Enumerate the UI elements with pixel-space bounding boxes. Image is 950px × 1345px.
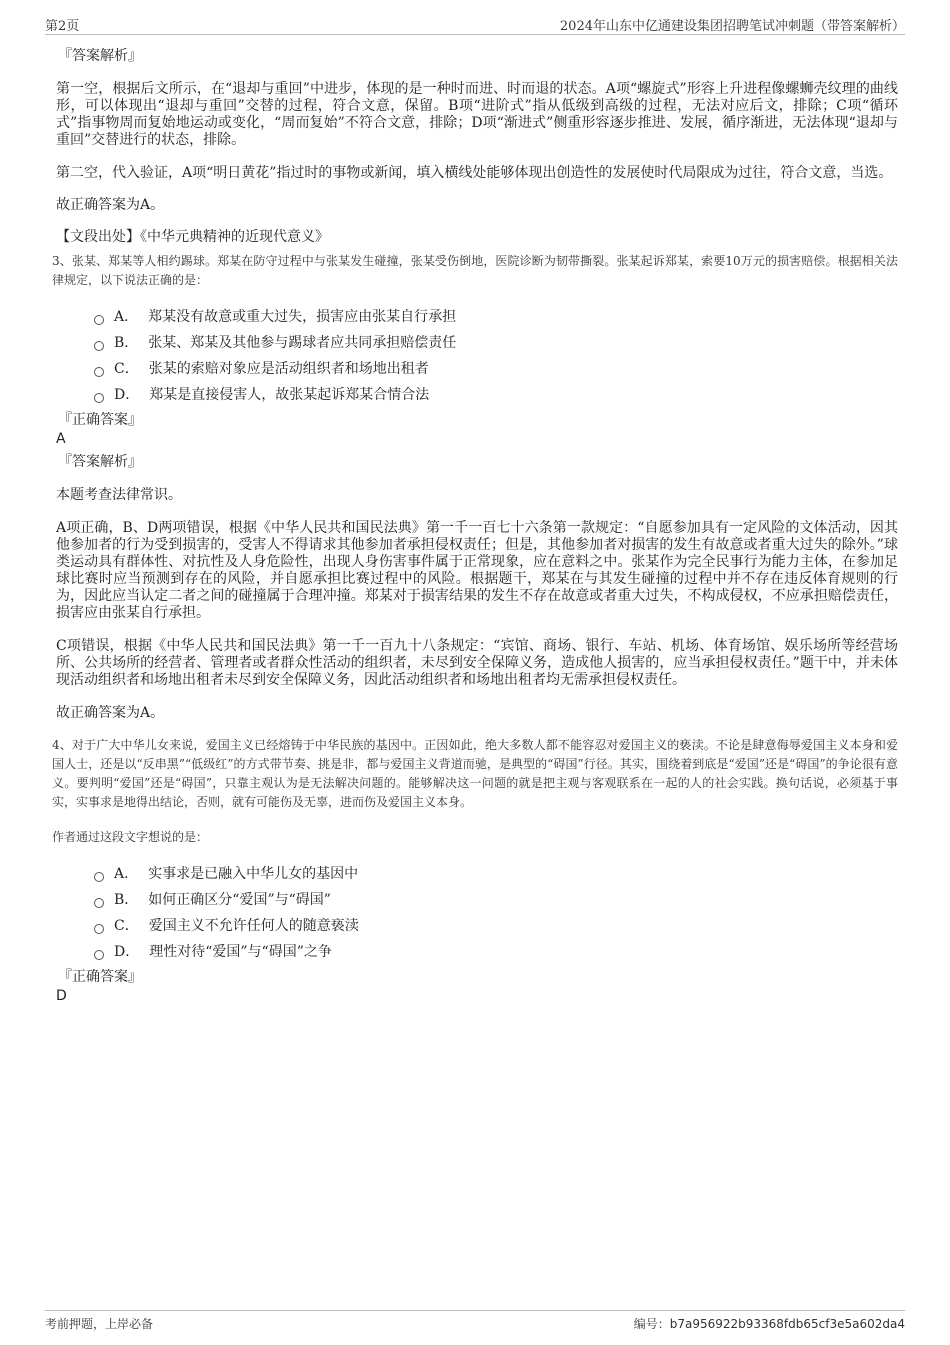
radio-icon[interactable] [94, 924, 104, 934]
document-body [52, 36, 898, 1005]
radio-icon[interactable] [94, 341, 104, 351]
page-footer [45, 1310, 905, 1331]
q4-options [94, 861, 898, 965]
footer-code-value: b7a956922b93368fdb65cf3e5a602da4 [669, 1317, 905, 1331]
q2-analysis-heading: 『答案解析』 [58, 48, 142, 64]
option-text: 如何正确区分“爱国”与“碍国” [148, 891, 331, 908]
option-letter: D． [114, 386, 140, 403]
q4-stem: 4、对于广大中华儿女来说，爱国主义已经熔铸于中华民族的基因中。正因如此，绝大多数人都不能容忍对爱国主义的亵渎。不论是肆意侮辱爱国主义本身和爱国人士，还是以“反串黑”“低级红”的方式带节奏、挑是非，都与爱国主义背道而驰，是典型的“碍国”行径。其实，围绕着到底是“爱国”还是“碍国”的争论很有意义。要判明“爱国”还是“碍国”，只靠主观认为是无法解决问题的。能够解决这一问题的就是把主观与客观联系在一起的人的社会实践。换句话说，必须基于事实，实事求是地得出结论，否则，就有可能伤及无辜，进而伤及爱国主义本身。 [52, 738, 898, 809]
q4-option-b[interactable] [94, 887, 898, 913]
q2-conclusion: 故正确答案为A。 [56, 197, 165, 213]
q3-option-b[interactable] [94, 330, 898, 356]
option-letter: C． [114, 360, 139, 377]
option-text: 理性对待“爱国”与“碍国”之争 [149, 943, 332, 960]
footer-slogan: 考前押题，上岸必备 [45, 1317, 154, 1331]
q2-source: 【文段出处】《中华元典精神的近现代意义》 [56, 229, 329, 245]
q3-option-c[interactable] [94, 356, 898, 382]
radio-icon[interactable] [94, 950, 104, 960]
option-text: 张某的索赔对象应是活动组织者和场地出租者 [148, 360, 429, 377]
option-letter: B． [114, 334, 139, 351]
q3-conclusion: 故正确答案为A。 [56, 705, 165, 721]
q3-analysis-para-1: A项正确，B、D两项错误，根据《中华人民共和国民法典》第一千一百七十六条第一款规定：“自愿参加具有一定风险的文体活动，因其他参加者的行为受到损害的，受害人不得请求其他参加者承担侵权责任；但是，其他参加者对损害的发生有故意或者重大过失的除外。”球类运动具有群体性、对抗性及人身危险性，出现人身伤害事件属于正常现象，应在意料之中。张某作为完全民事行为能力主体，在参加足球比赛时应当预测到存在的风险，并自愿承担比赛过程中的风险。根据题干，郑某在与其发生碰撞的过程中并不存在违反体育规则的行为，因此应当认定二者之间的碰撞属于合理冲撞。郑某对于损害结果的发生不存在故意或者重大过失，不构成侵权，不应承担赔偿责任，损害应由张某自行承担。 [56, 520, 898, 621]
option-letter: D． [114, 943, 140, 960]
page-header [45, 12, 905, 35]
radio-icon[interactable] [94, 898, 104, 908]
option-text: 郑某没有故意或重大过失，损害应由张某自行承担 [148, 308, 457, 325]
radio-icon[interactable] [94, 315, 104, 325]
q4-option-d[interactable] [94, 939, 898, 965]
q3-option-d[interactable] [94, 382, 898, 408]
option-letter: A． [114, 308, 139, 325]
footer-code-label: 编号： [633, 1317, 670, 1331]
q3-analysis-heading: 『答案解析』 [58, 454, 142, 470]
radio-icon[interactable] [94, 367, 104, 377]
q4-answer: D [56, 988, 67, 1004]
radio-icon[interactable] [94, 872, 104, 882]
option-text: 张某、郑某及其他参与踢球者应共同承担赔偿责任 [148, 334, 457, 351]
q2-analysis-para-2: 第二空，代入验证，A项“明日黄花”指过时的事物或新闻，填入横线处能够体现出创造性的发展使时代局限成为过往，符合文意，当选。 [56, 165, 893, 181]
q3-option-a[interactable] [94, 304, 898, 330]
q3-analysis-para-2: C项错误，根据《中华人民共和国民法典》第一千一百九十八条规定：“宾馆、商场、银行、车站、机场、体育场馆、娱乐场所等经营场所、公共场所的经营者、管理者或者群众性活动的组织者，未尽到安全保障义务，造成他人损害的，应当承担侵权责任。”题干中，并未体现活动组织者和场地出租者未尽到安全保障义务，因此活动组织者和场地出租者均无需承担侵权责任。 [56, 638, 898, 688]
option-letter: C． [114, 917, 139, 934]
q2-analysis-para-1: 第一空，根据后文所示，在“退却与重回”中进步，体现的是一种时而进、时而退的状态。A项“螺旋式”形容上升进程像螺蛳壳纹理的曲线形，可以体现出“退却与重回”交替的过程，符合文意，保留。B项“进阶式”指从低级到高级的过程，无法对应后文，排除；C项“循环式”指事物周而复始地运动或变化，“周而复始”不符合文意，排除；D项“渐进式”侧重形容逐步推进、发展，循序渐进，无法体现“退却与重回”交替进行的状态，排除。 [56, 81, 898, 148]
q3-options [94, 304, 898, 408]
option-text: 爱国主义不允许任何人的随意亵渎 [148, 917, 359, 934]
option-text: 郑某是直接侵害人，故张某起诉郑某合情合法 [149, 386, 430, 403]
page-number: 第2页 [45, 19, 80, 34]
footer-code [634, 1315, 905, 1332]
option-letter: A． [114, 865, 139, 882]
q4-question: 作者通过这段文字想说的是： [52, 830, 209, 844]
radio-icon[interactable] [94, 393, 104, 403]
option-text: 实事求是已融入中华儿女的基因中 [148, 865, 359, 882]
q4-option-a[interactable] [94, 861, 898, 887]
q4-option-c[interactable] [94, 913, 898, 939]
q3-answer-heading: 『正确答案』 [58, 412, 142, 428]
q3-answer: A [56, 431, 66, 447]
q4-answer-heading: 『正确答案』 [58, 969, 142, 985]
q3-intro: 本题考查法律常识。 [56, 487, 182, 503]
q3-stem: 3、张某、郑某等人相约踢球。郑某在防守过程中与张某发生碰撞，张某受伤倒地，医院诊断为韧带撕裂。张某起诉郑某，索要10万元的损害赔偿。根据相关法律规定，以下说法正确的是： [52, 254, 898, 287]
document-title: 2024年山东中亿通建设集团招聘笔试冲刺题（带答案解析） [559, 19, 905, 34]
option-letter: B． [114, 891, 139, 908]
